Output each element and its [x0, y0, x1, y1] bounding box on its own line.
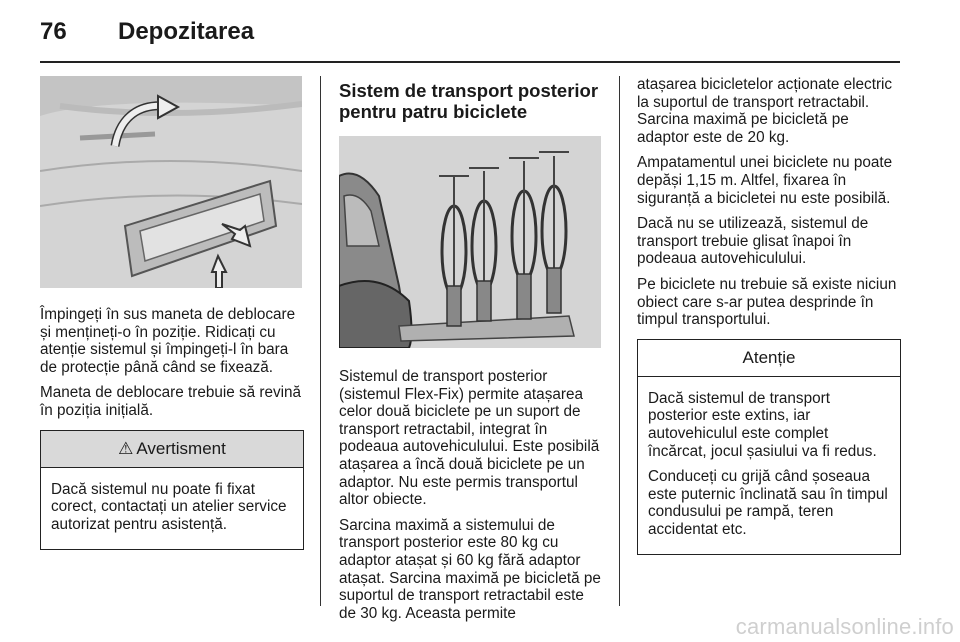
caution-box-header: Atenție — [638, 340, 900, 377]
page-number: 76 — [40, 18, 67, 45]
caution-paragraph-1: Dacă sistemul de transport posterior este extins, iar autovehiculul este complet încărcat, jocul șasiului va fi redus. — [648, 389, 877, 460]
caution-box — [637, 339, 901, 556]
section-title: Depozitarea — [118, 18, 255, 45]
watermark: carmanualsonline.info — [735, 614, 954, 639]
col1-paragraph-1: Împingeți în sus maneta de deblocare și mențineți-o în poziție. Ridicați cu atenție sistemul și împingeți-l în bara de protecție până când se fixează. — [40, 306, 296, 376]
warning-triangle-icon: ⚠ — [118, 438, 134, 458]
caution-paragraph-2: Conduceți cu grijă când șoseaua este puternic înclinată sau în timpul condusului pe rampă, teren accidentat etc. — [648, 468, 888, 538]
four-bicycle-carrier-illustration — [339, 136, 601, 348]
warning-text: Dacă sistemul nu poate fi fixat corect, contactați un atelier service autorizat pentru asistență. — [51, 480, 287, 533]
col2-paragraph-2: Sarcina maximă a sistemului de transport posterior este 80 kg cu adaptor atașat și 60 kg fără adaptor atașat. Sarcina maximă pe bicicletă pe suportul de transport retractabil este de 30 kg. Aceasta permite — [339, 516, 601, 622]
col2-paragraph-1: Sistemul de transport posterior (sistemul Flex-Fix) permite atașarea celor două biciclete pe un suport de transport retractabil, integrat în podeaua autovehiculului. Este posibilă atașarea a încă două biciclete pe un adaptor. Nu este permis transportul altor obiecte. — [339, 368, 600, 509]
col1-paragraph-2: Maneta de deblocare trebuie să revină în poziția inițială. — [40, 384, 302, 419]
column-divider-2 — [619, 76, 620, 606]
column-3 — [637, 76, 901, 555]
bumper-carrier-drawing — [40, 76, 302, 288]
warning-box-header — [41, 431, 303, 468]
header-rule — [40, 61, 900, 63]
bumper-carrier-illustration — [40, 76, 302, 288]
warning-box-body — [41, 468, 303, 550]
warning-title: Avertisment — [136, 438, 226, 458]
col3-paragraph-1: atașarea bicicletelor acționate electric la suportul de transport retractabil. Sarcina maximă pe bicicletă pe adaptor este de 20 kg. — [637, 76, 893, 146]
page-header — [40, 14, 900, 54]
caution-box-body — [638, 377, 900, 555]
col3-paragraph-3: Dacă nu se utilizează, sistemul de transport trebuie glisat înapoi în podeaua autovehiculului. — [637, 215, 869, 268]
warning-box — [40, 430, 304, 551]
column-1 — [40, 76, 304, 550]
subsection-heading: Sistem de transport posterior pentru patru biciclete — [339, 80, 599, 122]
column-divider-1 — [320, 76, 321, 606]
col3-paragraph-2: Ampatamentul unei biciclete nu poate depăși 1,15 m. Altfel, fixarea în siguranță a bicicletei nu este posibilă. — [637, 154, 893, 207]
col3-paragraph-4: Pe biciclete nu trebuie să existe niciun obiect care s-ar putea desprinde în timpul transportului. — [637, 275, 897, 329]
column-2 — [339, 76, 603, 630]
bicycle-carrier-drawing — [339, 136, 601, 348]
